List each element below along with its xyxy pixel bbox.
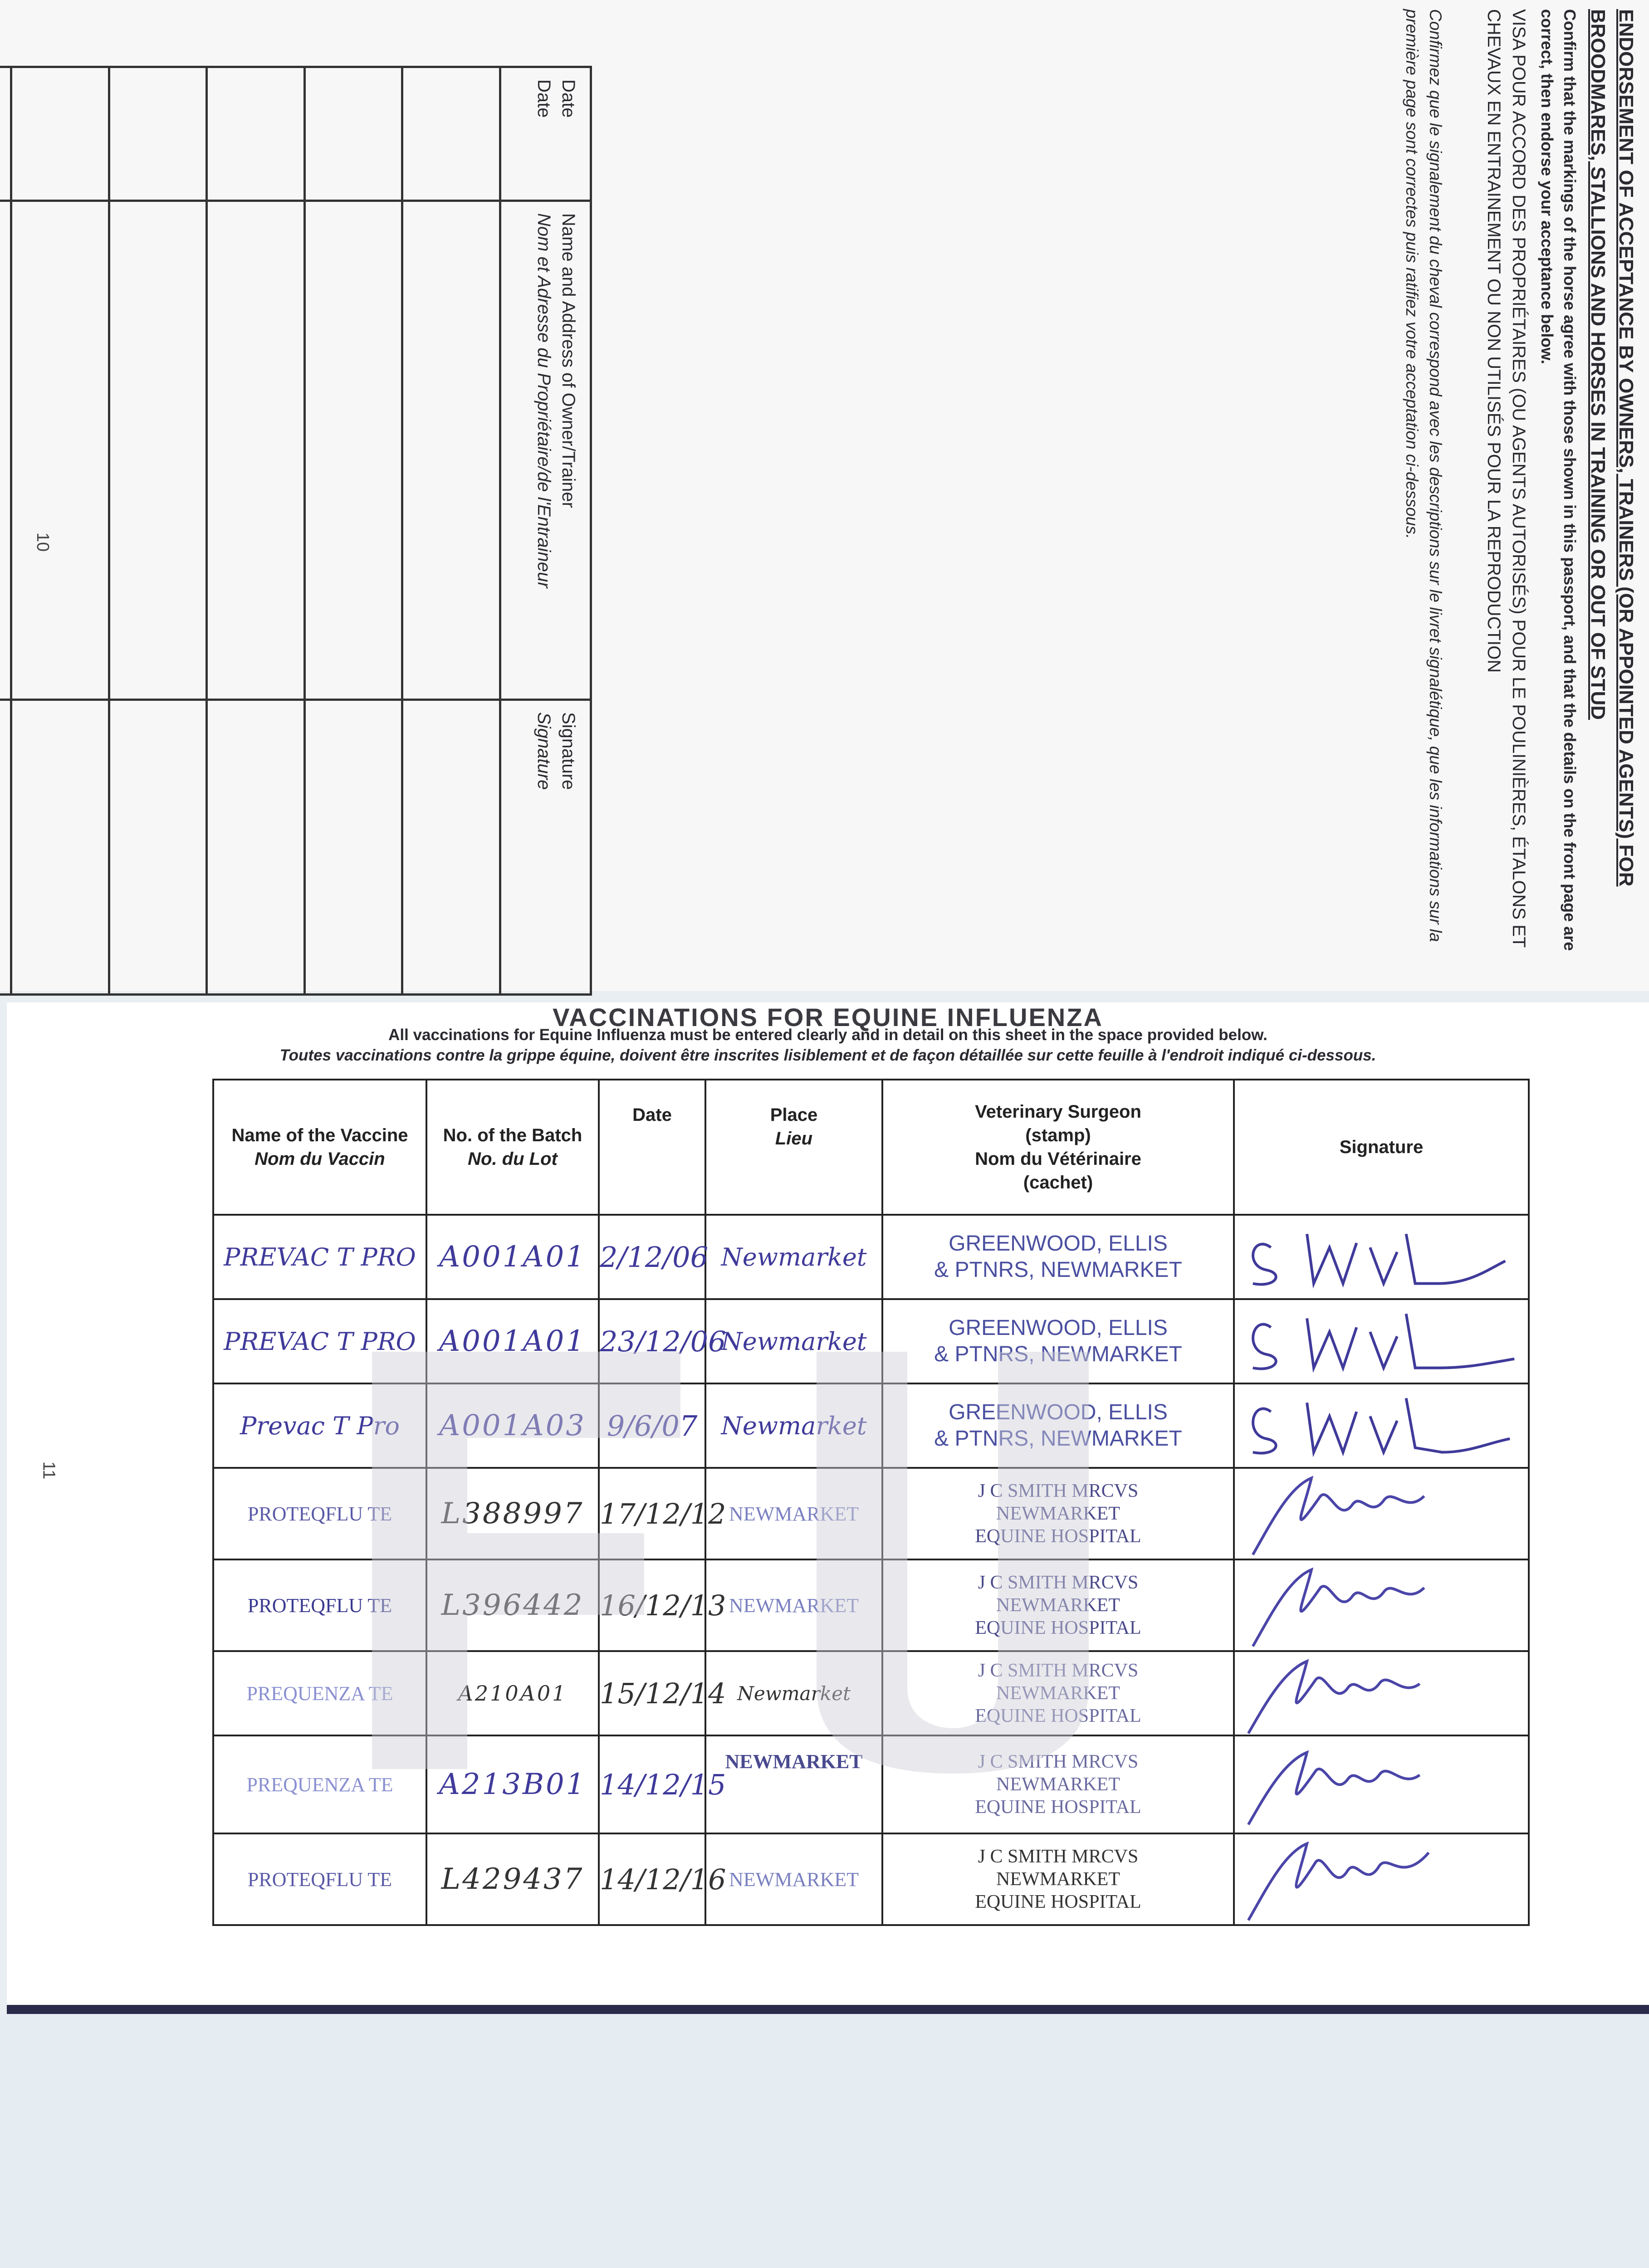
- place-cell[interactable]: [705, 1383, 882, 1468]
- vet-stamp-cell[interactable]: [882, 1651, 1234, 1735]
- signature-cell[interactable]: [1234, 1299, 1529, 1383]
- vet-stamp-line: & PTNRS, NEWMARKET: [934, 1258, 1182, 1282]
- vet-stamp-line: GREENWOOD, ELLIS: [949, 1400, 1168, 1424]
- endorsement-cell[interactable]: [207, 201, 305, 700]
- endorsement-cell[interactable]: [402, 67, 500, 201]
- vaccine-name-cell[interactable]: [213, 1215, 426, 1299]
- endorsement-cell[interactable]: [402, 700, 500, 995]
- vaccine-column-header: Name of the Vaccine Nom du Vaccin: [213, 1080, 426, 1215]
- vaccination-header-row: [213, 1080, 1529, 1215]
- vet-stamp-line: GREENWOOD, ELLIS: [949, 1316, 1168, 1340]
- endorsement-page: [0, 0, 1649, 991]
- batch-cell[interactable]: [426, 1833, 599, 1925]
- vaccine-name-cell[interactable]: [213, 1299, 426, 1383]
- endorsement-cell[interactable]: [304, 201, 402, 700]
- vaccine-name: PREQUENZA TE: [246, 1773, 393, 1796]
- endorsement-cell[interactable]: [109, 700, 207, 995]
- vaccination-title: VACCINATIONS FOR EQUINE INFLUENZA: [553, 1003, 1103, 1031]
- vaccination-row: [213, 1383, 1529, 1468]
- vaccine-name: PREVAC T PRO: [224, 1327, 416, 1356]
- date-cell[interactable]: [599, 1651, 726, 1735]
- vaccine-name: PROTEQFLU TE: [247, 1868, 392, 1891]
- vaccine-name: PREQUENZA TE: [246, 1682, 393, 1705]
- vet-column-header: Veterinary Surgeon (stamp) Nom du Vétérinaire (cachet): [882, 1080, 1234, 1215]
- date-cell[interactable]: [599, 1735, 726, 1833]
- endorsement-header: [1350, 2, 1649, 973]
- signature-cell[interactable]: [1234, 1559, 1529, 1651]
- place-cell[interactable]: [705, 1299, 882, 1383]
- date-cell[interactable]: [599, 1383, 705, 1468]
- vaccination-place: NEWMARKET: [725, 1750, 863, 1773]
- vaccination-row: [213, 1559, 1529, 1651]
- endorsement-cell[interactable]: [0, 67, 11, 201]
- vet-stamp-cell[interactable]: [882, 1833, 1234, 1925]
- vaccination-row: [213, 1735, 1529, 1833]
- endorsement-header-row: [500, 67, 591, 995]
- batch-number: A213B01: [439, 1768, 587, 1801]
- vet-stamp-cell[interactable]: [882, 1215, 1234, 1299]
- endorsement-cell[interactable]: [207, 67, 305, 201]
- endorsement-row: [109, 67, 207, 995]
- place-cell[interactable]: [705, 1215, 882, 1299]
- vet-stamp-cell[interactable]: [882, 1468, 1234, 1559]
- batch-number: L388997: [441, 1497, 584, 1530]
- vaccination-date: 17/12/12: [600, 1497, 726, 1530]
- vaccination-place: NEWMARKET: [729, 1594, 859, 1617]
- signature-scribble: [1235, 1300, 1528, 1383]
- signature-scribble: [1235, 1560, 1528, 1650]
- endorsement-cell[interactable]: [11, 67, 109, 201]
- vaccination-row: [213, 1833, 1529, 1925]
- vet-stamp-line: & PTNRS, NEWMARKET: [934, 1427, 1182, 1451]
- endorsement-cell[interactable]: [0, 700, 11, 995]
- batch-cell[interactable]: [426, 1468, 599, 1559]
- vaccination-place: NEWMARKET: [729, 1868, 859, 1891]
- vaccination-row: [213, 1299, 1529, 1383]
- date-cell[interactable]: [599, 1299, 726, 1383]
- endorsement-row: [207, 67, 305, 995]
- place-cell[interactable]: [705, 1833, 882, 1925]
- signature-cell[interactable]: [1234, 1651, 1529, 1735]
- vaccination-place: Newmarket: [721, 1411, 867, 1440]
- vet-stamp-line: NEWMARKET: [996, 1774, 1120, 1795]
- vaccine-name-cell[interactable]: [213, 1651, 426, 1735]
- endorsement-row: [11, 67, 109, 995]
- endorsement-cell[interactable]: [207, 700, 305, 995]
- signature-scribble: [1235, 1743, 1528, 1826]
- vet-stamp-cell[interactable]: [882, 1559, 1234, 1651]
- owner-column-header: Name and Address of Owner/Trainer Nom et Adresse du Propriétaire/de l'Entraineur: [500, 201, 591, 700]
- date-column-header: Date Date: [500, 67, 591, 201]
- endorsement-cell[interactable]: [11, 201, 109, 700]
- signature-column-header: Signature Signature: [500, 700, 591, 995]
- batch-cell[interactable]: [426, 1215, 599, 1299]
- vet-stamp-line: EQUINE HOSPITAL: [975, 1892, 1141, 1912]
- vet-stamp-line: NEWMARKET: [996, 1869, 1120, 1890]
- vet-stamp-cell[interactable]: [882, 1299, 1234, 1383]
- batch-number: A001A03: [439, 1409, 587, 1442]
- endorsement-title: ENDORSEMENT OF ACCEPTANCE BY OWNERS, TRAINERS (OR APPOINTED AGENTS) FOR BROODMARES, STALLIONS AND HORSES IN TRAINING OR OUT OF STUD: [1587, 9, 1637, 887]
- endorsement-table: [0, 66, 592, 996]
- signature-scribble: [1235, 1216, 1528, 1298]
- vaccine-name: PREVAC T PRO: [224, 1242, 416, 1271]
- endorsement-instruction-en: Confirm that the markings of the horse agree with those shown in this passport, and that the details on the front page are correct, then endorse your acceptance below.: [1538, 9, 1579, 951]
- batch-cell[interactable]: [426, 1559, 599, 1651]
- signature-cell[interactable]: [1234, 1735, 1529, 1833]
- date-cell[interactable]: [599, 1559, 726, 1651]
- batch-number: L429437: [441, 1862, 584, 1896]
- vaccination-place: NEWMARKET: [729, 1502, 859, 1525]
- batch-number: A001A01: [439, 1240, 587, 1274]
- batch-number: A001A01: [439, 1325, 587, 1358]
- signature-cell[interactable]: [1234, 1468, 1529, 1559]
- place-cell[interactable]: [705, 1651, 882, 1735]
- date-column-header: Date: [599, 1080, 705, 1215]
- signature-scribble: [1235, 1469, 1528, 1559]
- vet-stamp-cell[interactable]: [882, 1735, 1234, 1833]
- vaccine-name-cell[interactable]: [213, 1735, 426, 1833]
- vaccination-date: 23/12/06: [600, 1325, 726, 1358]
- endorsement-cell[interactable]: [109, 201, 207, 700]
- vet-stamp-line: J C SMITH MRCVS: [978, 1660, 1139, 1681]
- signature-scribble: [1235, 1384, 1528, 1467]
- vet-stamp-line: & PTNRS, NEWMARKET: [934, 1342, 1182, 1366]
- vet-stamp-line: EQUINE HOSPITAL: [975, 1618, 1141, 1638]
- endorsement-instruction-fr: Confirmez que le signalement du cheval correspond avec les descriptions sur le livret signalétique, que les informations sur la première page sont correctes puis ratifiez votre acceptation ci-dessous.: [1403, 9, 1445, 942]
- batch-number: A210A01: [458, 1681, 568, 1706]
- endorsement-row: [0, 67, 11, 995]
- vaccination-place: Newmarket: [737, 1682, 851, 1705]
- vaccination-date: 2/12/06: [600, 1240, 709, 1274]
- vaccination-date: 14/12/16: [600, 1862, 726, 1896]
- signature-cell[interactable]: [1234, 1383, 1529, 1468]
- vaccine-name-cell[interactable]: [213, 1559, 426, 1651]
- batch-cell[interactable]: [426, 1735, 599, 1833]
- vet-stamp-line: J C SMITH MRCVS: [978, 1572, 1139, 1593]
- endorsement-cell[interactable]: [304, 700, 402, 995]
- vet-stamp-line: NEWMARKET: [996, 1683, 1120, 1704]
- signature-cell[interactable]: [1234, 1833, 1529, 1925]
- endorsement-page-rotated: [5, 2, 1649, 973]
- vaccination-instruction-en: All vaccinations for Equine Influenza must be entered clearly and in detail on this sheet in the space provided below.: [388, 1026, 1267, 1044]
- signature-column-header: Signature: [1234, 1080, 1529, 1215]
- vet-stamp-line: GREENWOOD, ELLIS: [949, 1232, 1168, 1256]
- date-cell[interactable]: [599, 1833, 726, 1925]
- place-cell[interactable]: [705, 1468, 882, 1559]
- vaccination-instruction-fr: Toutes vaccinations contre la grippe équine, doivent être inscrites lisiblement et de façon détaillée sur cette feuille à l'endroit indiqué ci-dessous.: [279, 1046, 1376, 1064]
- vet-stamp-line: J C SMITH MRCVS: [978, 1481, 1139, 1501]
- vaccine-name: Prevac T Pro: [240, 1411, 400, 1440]
- vet-stamp-line: NEWMARKET: [996, 1595, 1120, 1616]
- vaccine-name: PROTEQFLU TE: [247, 1502, 392, 1525]
- page-number-11: 11: [39, 1461, 59, 1480]
- endorsement-cell[interactable]: [0, 201, 11, 700]
- endorsement-cell[interactable]: [402, 201, 500, 700]
- vaccine-name-cell[interactable]: [213, 1468, 426, 1559]
- vaccination-date: 9/6/07: [607, 1409, 698, 1442]
- page-number-10: 10: [33, 532, 52, 552]
- place-column-header: Place Lieu: [705, 1080, 882, 1215]
- vaccination-date: 14/12/15: [600, 1768, 726, 1801]
- vaccination-row: [213, 1468, 1529, 1559]
- signature-scribble: [1235, 1834, 1528, 1924]
- vaccine-name: PROTEQFLU TE: [247, 1594, 392, 1617]
- endorsement-row: [402, 67, 500, 995]
- vaccination-table: [212, 1079, 1530, 1926]
- place-cell[interactable]: [705, 1735, 882, 1833]
- endorsement-cell[interactable]: [304, 67, 402, 201]
- vet-stamp-line: EQUINE HOSPITAL: [975, 1797, 1141, 1818]
- vaccination-row: [213, 1651, 1529, 1735]
- vet-stamp-line: EQUINE HOSPITAL: [975, 1706, 1141, 1726]
- batch-number: L396442: [441, 1589, 584, 1622]
- vaccine-name-cell[interactable]: [213, 1383, 426, 1468]
- date-cell[interactable]: [599, 1468, 726, 1559]
- endorsement-row: [304, 67, 402, 995]
- place-cell[interactable]: [705, 1559, 882, 1651]
- date-cell[interactable]: [599, 1215, 709, 1299]
- vet-stamp-line: J C SMITH MRCVS: [978, 1751, 1139, 1772]
- vaccination-date: 16/12/13: [600, 1589, 726, 1622]
- endorsement-cell[interactable]: [11, 700, 109, 995]
- signature-cell[interactable]: [1234, 1215, 1529, 1299]
- batch-column-header: No. of the Batch No. du Lot: [426, 1080, 599, 1215]
- vaccination-row: [213, 1215, 1529, 1299]
- signature-scribble: [1235, 1652, 1528, 1735]
- vet-stamp-line: EQUINE HOSPITAL: [975, 1526, 1141, 1547]
- vaccination-date: 15/12/14: [600, 1677, 726, 1710]
- vet-stamp-line: J C SMITH MRCVS: [978, 1846, 1139, 1867]
- batch-cell[interactable]: [426, 1299, 599, 1383]
- vaccine-name-cell[interactable]: [213, 1833, 426, 1925]
- vaccination-place: Newmarket: [721, 1242, 867, 1271]
- batch-cell[interactable]: [426, 1651, 599, 1735]
- vaccination-place: Newmarket: [721, 1327, 867, 1356]
- background: [0, 2014, 1649, 2268]
- endorsement-title-fr: VISA POUR ACCORD DES PROPRIÉTAIRES (OU AGENTS AUTORISÉS) POUR LE POULINIÈRES, ÉTALONS ET CHEVAUX EN ENTRAINEMENT OU NON UTILISÉS POUR LA REPRODUCTION: [1484, 9, 1529, 948]
- vaccination-page: [7, 1002, 1649, 2014]
- batch-cell[interactable]: [426, 1383, 599, 1468]
- vet-stamp-cell[interactable]: [882, 1383, 1234, 1468]
- vet-stamp-line: NEWMARKET: [996, 1503, 1120, 1524]
- endorsement-cell[interactable]: [109, 67, 207, 201]
